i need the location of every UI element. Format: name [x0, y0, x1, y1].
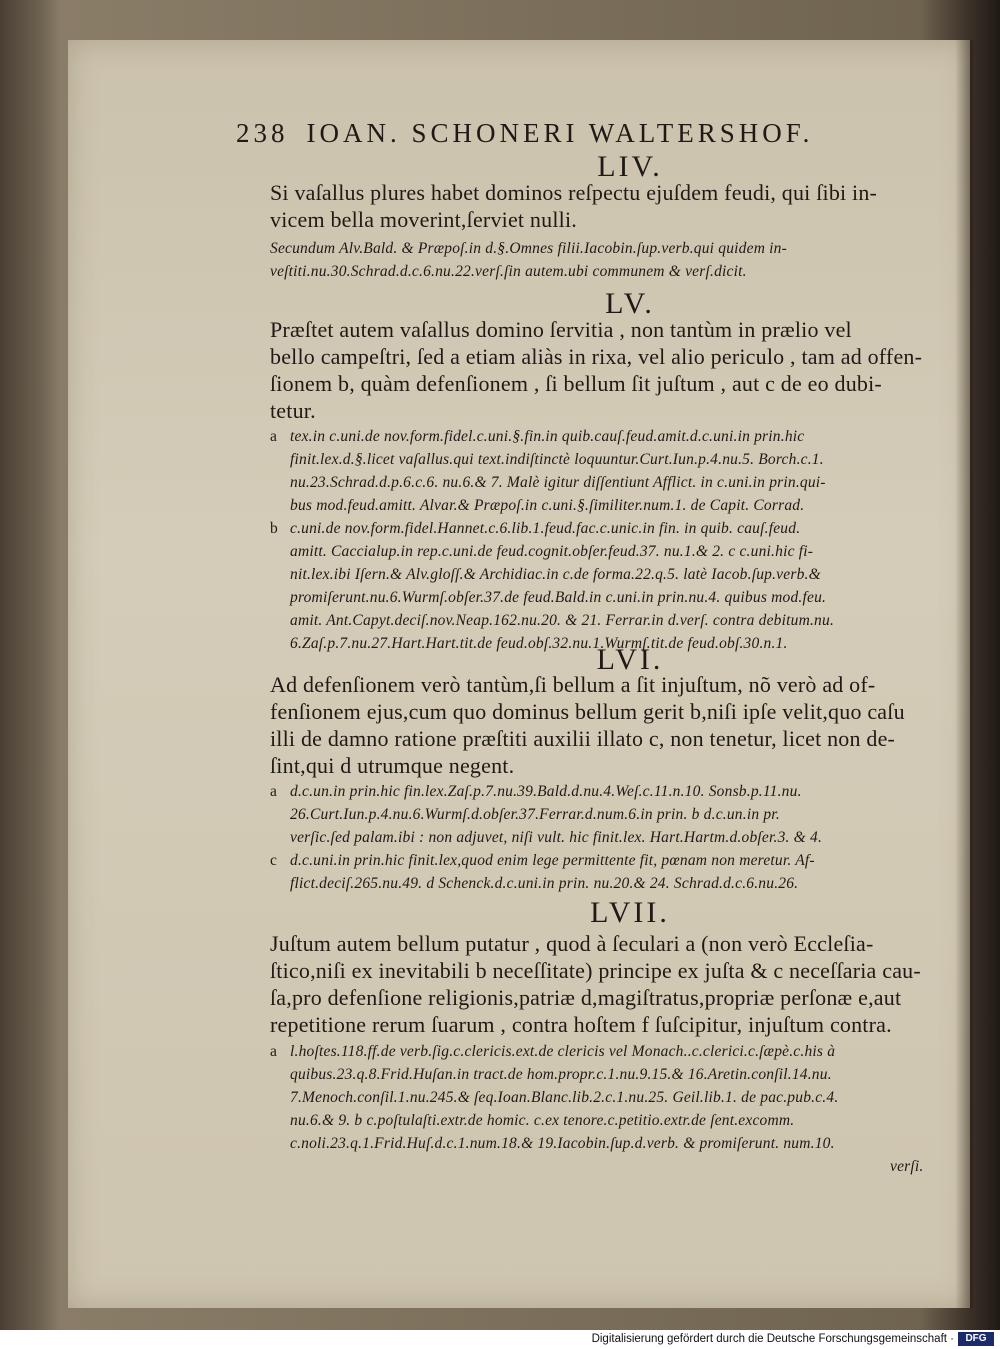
note-line: veſtiti.nu.30.Schrad.d.c.6.nu.22.verſ.ſin autem.ubi communem & verſ.dicit.: [270, 263, 747, 280]
note-text: l.hoſtes.118.ff.de verb.ſig.c.clericis.ext.de clericis vel Monach..c.clerici.c.ſæpè.c.his à: [290, 1043, 836, 1060]
note-line: [890, 1158, 960, 1176]
note-text: c.uni.de nov.form.fidel.Hannet.c.6.lib.1.feud.fac.c.unic.in fin. in quib. cauſ.feud.: [290, 520, 801, 537]
body-line: ſa,pro defenſione religionis,patriæ d,magiſtratus,propriæ perſonæ e,aut: [270, 985, 902, 1010]
note-line: [270, 852, 950, 870]
note-line: [270, 1066, 950, 1084]
note-line: [270, 612, 950, 630]
note-mark: a: [270, 428, 278, 445]
note-line: [270, 451, 950, 469]
note-text: amitt. Caccialup.in rep.c.uni.de feud.cognit.obſer.feud.37. nu.1.& 2. c c.uni.hic fi-: [290, 543, 814, 560]
note-line: [270, 806, 950, 824]
body-line: Si vaſallus plures habet dominos reſpectu ejuſdem feudi, qui ſibi in-: [270, 180, 878, 205]
note-mark: c: [270, 852, 278, 869]
note-line: [270, 543, 950, 561]
note-text: 26.Curt.Iun.p.4.nu.6.Wurmſ.d.obſer.37.Ferrar.d.num.6.in prin. b d.c.un.in pr.: [290, 806, 780, 823]
digitization-footer: [0, 1330, 1000, 1349]
body-line: Ad defenſionem verò tantùm,ſi bellum a ſit injuſtum, nõ verò ad of-: [270, 672, 876, 697]
note-text: d.c.un.in prin.hic fin.lex.Zaſ.p.7.nu.39.Bald.d.nu.4.Weſ.c.11.n.10. Sonsb.p.11.nu.: [290, 783, 802, 800]
note-line: [270, 566, 950, 584]
note-text: c.noli.23.q.1.Frid.Huſ.d.c.1.num.18.& 19.Iacobin.ſup.d.verb. & promiſerunt. num.10.: [290, 1135, 835, 1152]
section-heading-lvi: LVI.: [596, 643, 664, 676]
running-head: [236, 118, 876, 149]
note-text: 7.Menoch.conſil.1.nu.245.& ſeq.Ioan.Blanc.lib.2.c.1.nu.25. Geil.lib.1. de pac.pub.c.4.: [290, 1089, 839, 1106]
note-text: promiſerunt.nu.6.Wurmſ.obſer.37.de feud.Bald.in c.uni.in prin.nu.4. quibus mod.feu.: [290, 589, 827, 606]
note-text: verſic.ſed palam.ibi : non adjuvet, niſi vult. hic finit.lex. Hart.Hartm.d.obſer.3. & 4.: [290, 829, 823, 846]
body-line: bello campeſtri, ſed a etiam aliàs in rixa, vel alio periculo , tam ad offen-: [270, 344, 923, 369]
note-line: [270, 497, 950, 515]
body-line: illi de damno ratione præſtiti auxilii illato c, non tenetur, licet non de-: [270, 726, 896, 751]
note-text: flict.deciſ.265.nu.49. d Schenck.d.c.uni.in prin. nu.20.& 24. Schrad.d.c.6.nu.26.: [290, 875, 799, 892]
body-line: Præſtet autem vaſallus domino ſervitia , non tantùm in prælio vel: [270, 317, 852, 342]
footer-credit: Digitalisierung gefördert durch die Deutsche Forschungsgemeinschaft ·: [591, 1333, 954, 1345]
note-text: d.c.uni.in prin.hic finit.lex,quod enim lege permittente fit, pœnam non meretur. Af-: [290, 852, 815, 869]
note-line: [270, 1135, 950, 1153]
note-line: [270, 875, 950, 893]
note-text: nu.6.& 9. b c.poſtulaſti.extr.de homic. c.ex tenore.c.petitio.extr.de ſent.excomm.: [290, 1112, 795, 1129]
note-mark: a: [270, 1043, 278, 1060]
dfg-logo: DFG: [958, 1332, 994, 1346]
note-text: quibus.23.q.8.Frid.Huſan.in tract.de hom.propr.c.1.nu.9.15.& 16.Aretin.conſil.14.nu.: [290, 1066, 832, 1083]
note-line: [270, 783, 950, 801]
section-heading-lv: LV.: [605, 287, 655, 320]
body-line: fenſionem ejus,cum quo dominus bellum gerit b,niſi ipſe velit,quo caſu: [270, 699, 905, 724]
body-line: vicem bella moverint,ſerviet nulli.: [270, 207, 577, 232]
body-line: tetur.: [270, 398, 316, 423]
spine-shadow: [955, 40, 973, 1308]
note-text: nu.23.Schrad.d.p.6.c.6. nu.6.& 7. Malè igitur diſſentiunt Afflict. in c.uni.in prin.qui-: [290, 474, 826, 491]
body-line: ſionem b, quàm defenſionem , ſi bellum ſit juſtum , aut c de eo dubi-: [270, 371, 882, 396]
note-text: 6.Zaſ.p.7.nu.27.Hart.Hart.tit.de feud.obſ.32.nu.1.Wurmſ.tit.de feud.obſ.30.n.1.: [290, 635, 788, 652]
note-text: tex.in c.uni.de nov.form.fidel.c.uni.§.fin.in quib.cauſ.feud.amit.d.c.uni.in prin.hic: [290, 428, 805, 445]
author-head: IOAN. SCHONERI WALTERSHOF.: [306, 118, 814, 148]
note-text: bus mod.feud.amitt. Alvar.& Præpoſ.in c.uni.§.ſimiliter.num.1. de Capit. Corrad.: [290, 497, 805, 514]
body-line: ſint,qui d utrumque negent.: [270, 753, 515, 778]
note-text: amit. Ant.Capyt.deciſ.nov.Neap.162.nu.20. & 21. Ferrar.in d.verſ. contra debitum.nu.: [290, 612, 835, 629]
note-line: [270, 1112, 950, 1130]
note-mark: a: [270, 783, 278, 800]
section-heading-liv: LIV.: [597, 150, 663, 183]
page-number: 238: [236, 118, 289, 148]
note-line: [270, 520, 950, 538]
note-line: [270, 829, 950, 847]
body-line: Juſtum autem bellum putatur , quod à ſeculari a (non verò Eccleſia-: [270, 931, 874, 956]
note-line: [270, 428, 950, 446]
body-line: ſtico,niſi ex inevitabili b neceſſitate) principe ex juſta & c neceſſaria cau-: [270, 958, 921, 983]
note-line: Secundum Alv.Bald. & Præpoſ.in d.§.Omnes filii.Iacobin.ſup.verb.qui quidem in-: [270, 240, 787, 257]
note-text: nit.lex.ibi Iſern.& Alv.gloſſ.& Archidiac.in c.de forma.22.q.5. latè Iacob.ſup.verb.&: [290, 566, 821, 583]
note-line: [270, 474, 950, 492]
note-line: [270, 589, 950, 607]
note-mark: b: [270, 520, 278, 537]
body-line: repetitione rerum ſuarum , contra hoſtem f ſuſcipitur, injuſtum contra.: [270, 1012, 892, 1037]
section-heading-lvii: LVII.: [590, 896, 670, 929]
note-line: [270, 1089, 950, 1107]
note-line: [270, 1043, 950, 1061]
note-text: finit.lex.d.§.licet vaſallus.qui text.indiſtinctè loquuntur.Curt.Iun.p.4.nu.5. Borch.c.1.: [290, 451, 824, 468]
note-text: verſi.: [890, 1158, 924, 1175]
